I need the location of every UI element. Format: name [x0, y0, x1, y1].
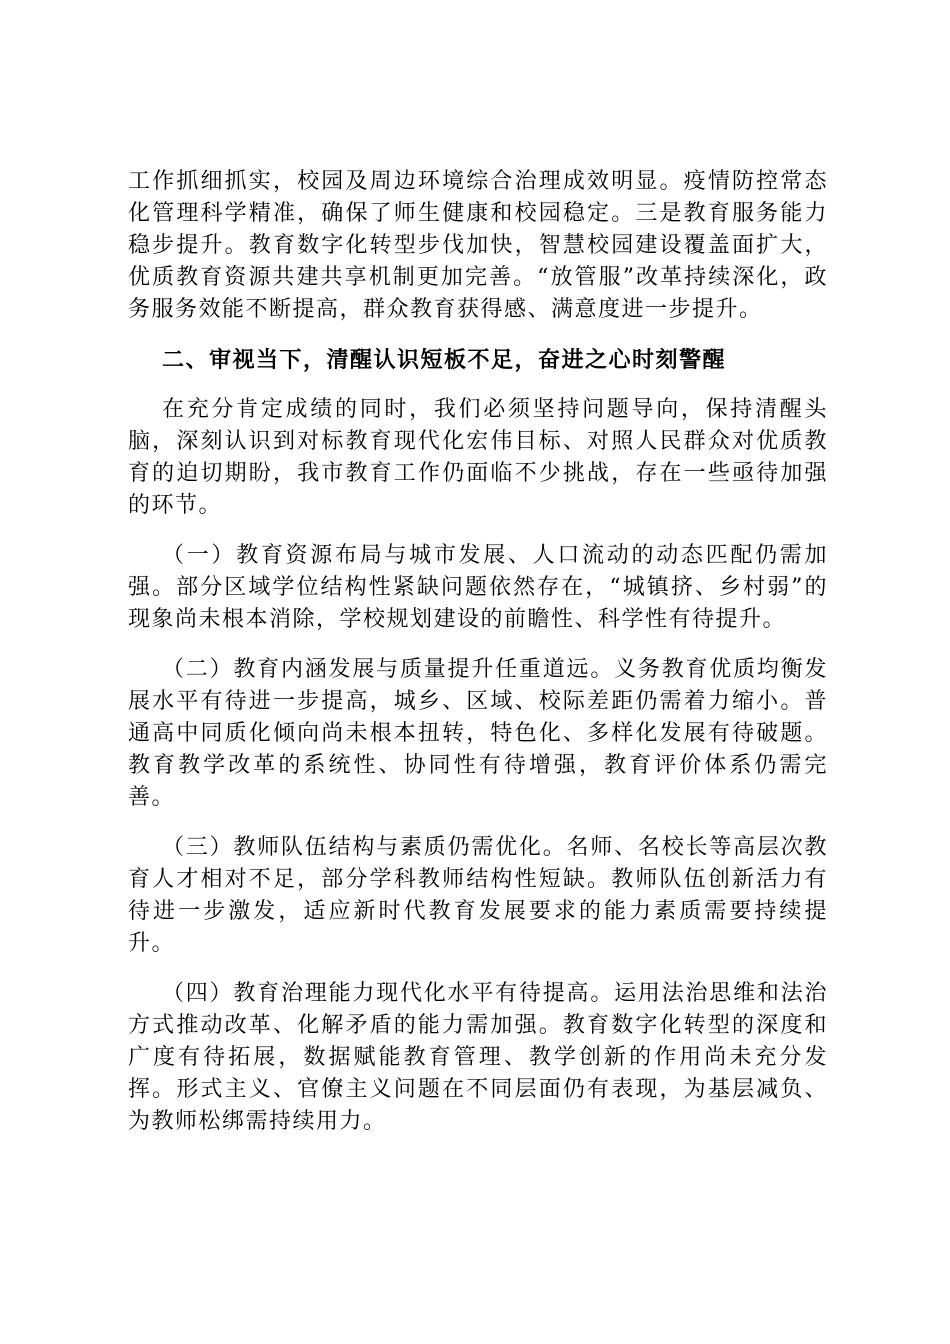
- document-body: [128, 166, 828, 1156]
- item-paragraph-4: （四）教育治理能力现代化水平有待提高。运用法治思维和法治方式推动改革、化解矛盾的能力需加强。教育数字化转型的深度和广度有待拓展，数据赋能教育管理、教学创新的作用尚未充分发挥。形式主义、官僚主义问题在不同层面仍有表现，为基层减负、为教师松绑需持续用力。: [128, 981, 828, 1134]
- item-paragraph-2: （二）教育内涵发展与质量提升任重道远。义务教育优质均衡发展水平有待进一步提高，城乡、区域、校际差距仍需着力缩小。普通高中同质化倾向尚未根本扭转，特色化、多样化发展有待破题。教育教学改革的系统性、协同性有待增强，教育评价体系仍需完善。: [128, 657, 828, 810]
- intro-paragraph: 在充分肯定成绩的同时，我们必须坚持问题导向，保持清醒头脑，深刻认识到对标教育现代化宏伟目标、对照人民群众对优质教育的迫切期盼，我市教育工作仍面临不少挑战，存在一些亟待加强的环节。: [128, 397, 828, 518]
- item-paragraph-1: （一）教育资源布局与城市发展、人口流动的动态匹配仍需加强。部分区域学位结构性紧缺问题依然存在，“城镇挤、乡村弱”的现象尚未根本消除，学校规划建设的前瞻性、科学性有待提升。: [128, 543, 828, 632]
- item-paragraph-3: （三）教师队伍结构与素质仍需优化。名师、名校长等高层次教育人才相对不足，部分学科教师结构性短缺。教师队伍创新活力有待进一步激发，适应新时代教育发展要求的能力素质需要持续提升。: [128, 835, 828, 956]
- section-heading: 二、审视当下，清醒认识短板不足，奋进之心时刻警醒: [162, 347, 727, 373]
- continued-paragraph: 工作抓细抓实，校园及周边环境综合治理成效明显。疫情防控常态化管理科学精准，确保了师生健康和校园稳定。三是教育服务能力稳步提升。教育数字化转型步伐加快，智慧校园建设覆盖面扩大，优质教育资源共建共享机制更加完善。“放管服”改革持续深化，政务服务效能不断提高，群众教育获得感、满意度进一步提升。: [128, 169, 828, 322]
